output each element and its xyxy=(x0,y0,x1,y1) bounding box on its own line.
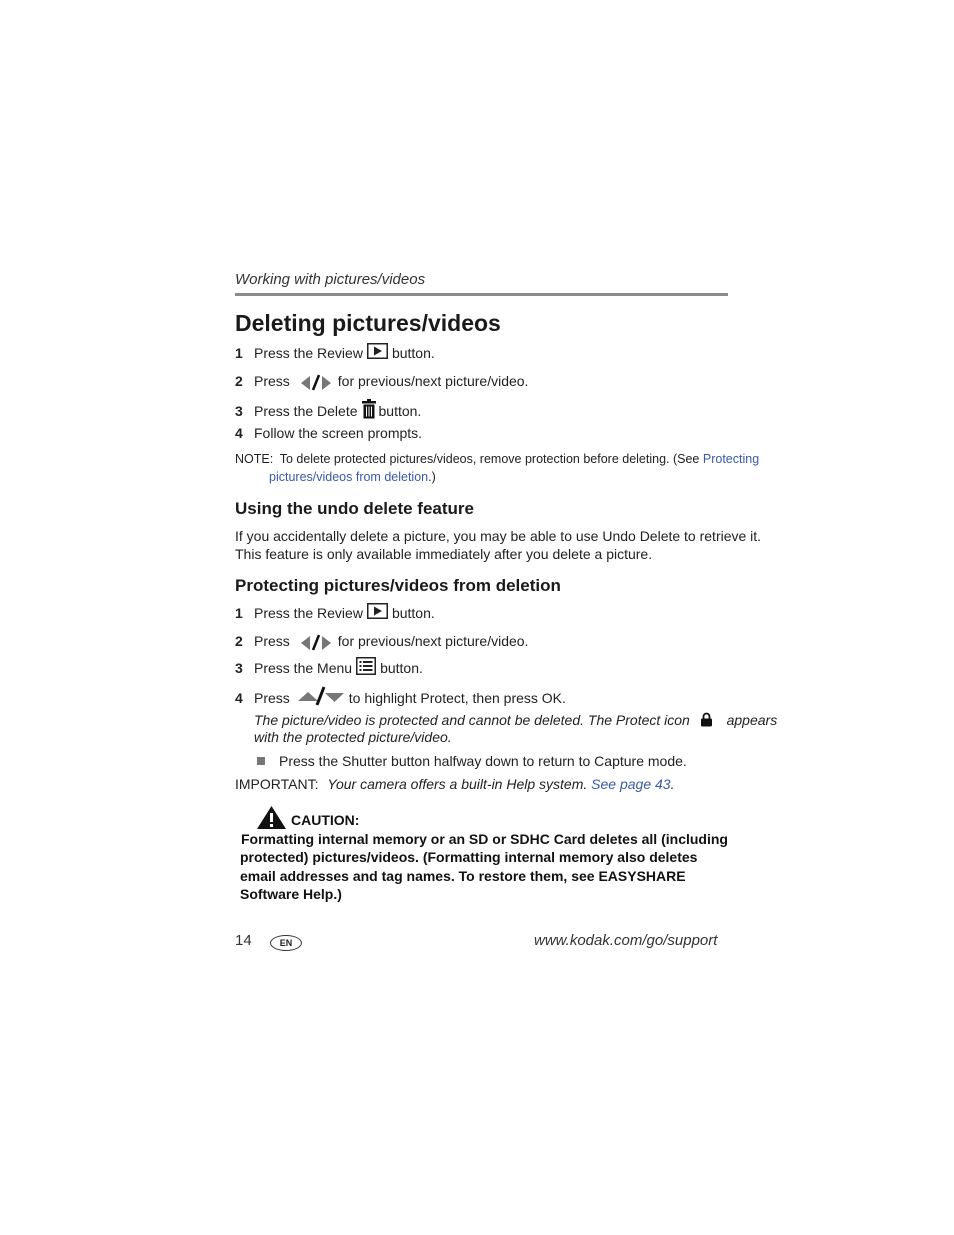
step-text: Press the Review xyxy=(254,344,363,361)
caution-line-3: email addresses and tag names. To restore them, see EASYSHARE xyxy=(240,868,686,884)
step-text-after: button. xyxy=(378,402,422,419)
important-line xyxy=(235,775,674,793)
see-page-link[interactable]: See page 43 xyxy=(591,776,671,792)
note-link-deletion[interactable]: pictures/videos from deletion xyxy=(269,470,429,484)
step-text: Press the Menu xyxy=(254,659,353,676)
language-code: EN xyxy=(279,938,293,948)
undo-text-2: This feature is only available immediately after you delete a picture. xyxy=(235,546,653,562)
protect-result-line-2: with the protected picture/video. xyxy=(254,729,452,745)
page-number: 14 xyxy=(235,932,252,949)
trash-icon xyxy=(362,399,376,422)
protect-step-1 xyxy=(235,603,435,622)
step-text: Press the Delete xyxy=(254,402,358,419)
caution-line-2: protected) pictures/videos. (Formatting internal memory also deletes xyxy=(240,849,698,865)
step-text-after: button. xyxy=(391,604,435,621)
page-title: Deleting pictures/videos xyxy=(235,310,501,336)
step-number: 2 xyxy=(235,372,243,389)
step-text-after: button. xyxy=(380,659,423,676)
square-bullet-icon xyxy=(257,757,265,765)
protect-result-appears: appears xyxy=(726,712,778,728)
delete-step-3 xyxy=(235,399,421,422)
protect-heading: Protecting pictures/videos from deletion xyxy=(235,576,561,595)
step-text: Press xyxy=(254,372,290,389)
review-button-icon xyxy=(367,343,388,362)
step-number: 3 xyxy=(235,659,243,676)
delete-step-4 xyxy=(235,425,422,441)
bullet-text: Press the Shutter button halfway down to return to Capture mode. xyxy=(279,753,687,769)
step-text: Press xyxy=(254,689,290,706)
undo-heading: Using the undo delete feature xyxy=(235,499,474,518)
step-text-after: to highlight Protect, then press OK. xyxy=(348,689,566,706)
step-number: 4 xyxy=(235,689,243,706)
step-number: 2 xyxy=(235,632,243,649)
review-button-icon xyxy=(367,603,388,622)
note-line-1 xyxy=(235,452,759,466)
step-text-after: button. xyxy=(391,344,435,361)
lock-icon xyxy=(700,712,713,731)
step-number: 1 xyxy=(235,344,243,361)
delete-step-2 xyxy=(235,369,528,392)
important-text: Your camera offers a built-in Help system. xyxy=(327,776,588,792)
important-label: IMPORTANT: xyxy=(235,776,319,792)
note-tail: .) xyxy=(428,470,436,484)
step-text: Press xyxy=(254,632,290,649)
language-badge xyxy=(270,935,302,951)
header-rule xyxy=(235,293,728,296)
caution-line-1: Formatting internal memory or an SD or SDHC Card deletes all (including xyxy=(241,831,728,847)
left-right-arrows-icon xyxy=(300,372,332,395)
step-number: 1 xyxy=(235,604,243,621)
step-text: Follow the screen prompts. xyxy=(254,425,423,441)
protect-step-2 xyxy=(235,629,528,652)
step-text: Press the Review xyxy=(254,604,363,621)
menu-button-icon xyxy=(356,657,376,678)
support-url[interactable]: www.kodak.com/go/support xyxy=(534,932,718,949)
protect-result-text: The picture/video is protected and cannot be deleted. The Protect icon xyxy=(254,712,690,728)
delete-step-1 xyxy=(235,343,435,362)
protect-step-3 xyxy=(235,657,423,678)
step-text-after: for previous/next picture/video. xyxy=(337,372,529,389)
note-link-protecting[interactable]: Protecting xyxy=(702,452,760,466)
caution-label: CAUTION: xyxy=(291,811,360,828)
section-header: Working with pictures/videos xyxy=(235,271,426,288)
note-line-2 xyxy=(269,470,436,484)
caution-line-4: Software Help.) xyxy=(240,886,342,902)
note-text: To delete protected pictures/videos, remove protection before deleting. (See xyxy=(279,452,700,466)
left-right-arrows-icon xyxy=(300,632,332,655)
shutter-bullet xyxy=(257,752,687,770)
step-number: 4 xyxy=(235,425,243,441)
note-label: NOTE: xyxy=(235,452,274,466)
important-tail: . xyxy=(670,776,675,792)
undo-text-1: If you accidentally delete a picture, you may be able to use Undo Delete to retrieve it. xyxy=(235,528,762,544)
step-number: 3 xyxy=(235,402,243,419)
step-text-after: for previous/next picture/video. xyxy=(337,632,529,649)
up-down-arrows-icon xyxy=(297,685,345,710)
protect-step-4 xyxy=(235,685,566,710)
